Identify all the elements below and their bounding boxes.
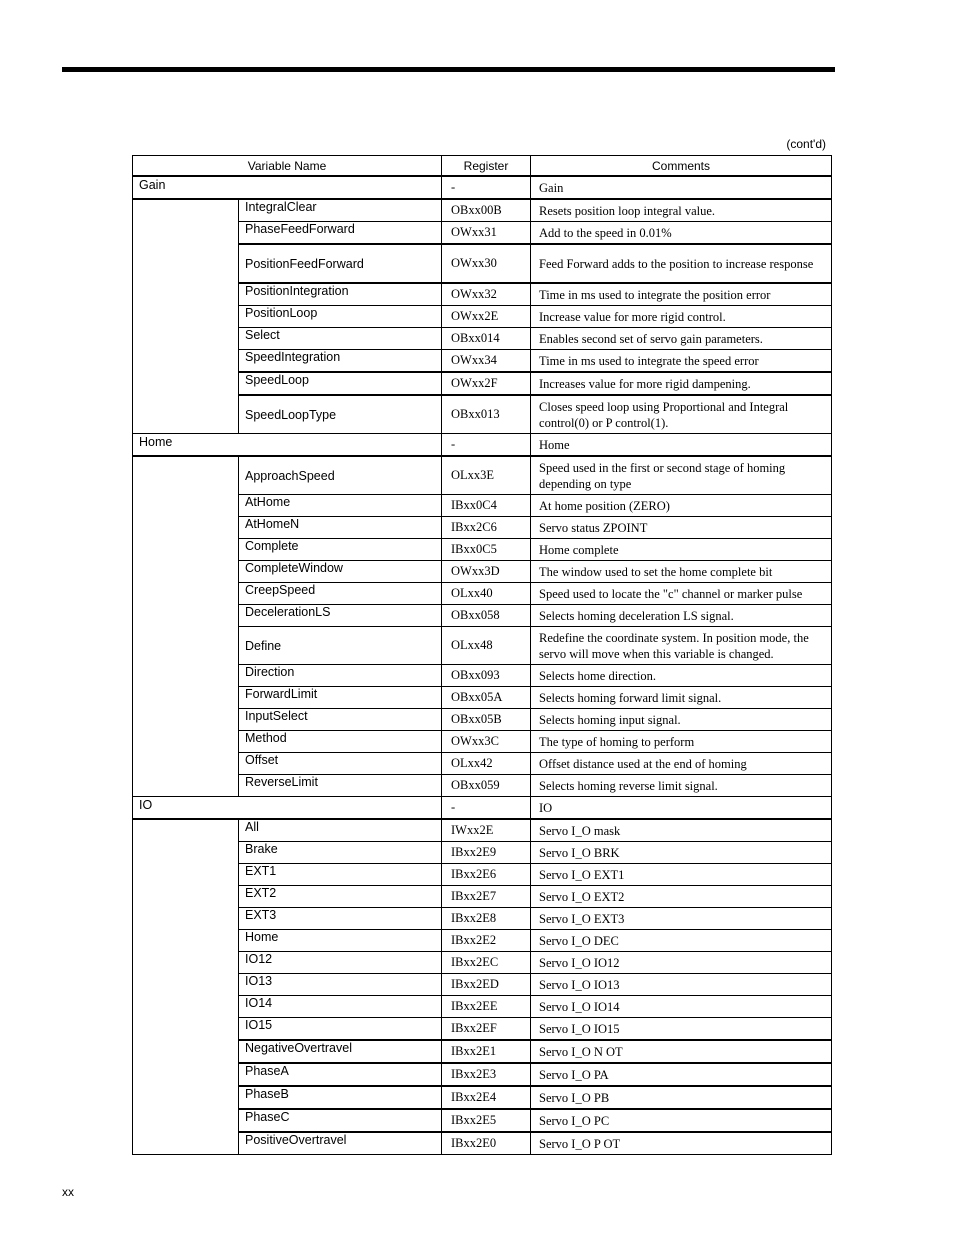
- member-comment: Increases value for more rigid dampening.: [531, 372, 832, 395]
- member-comment: Add to the speed in 0.01%: [531, 222, 832, 245]
- header-comments: Comments: [531, 156, 832, 177]
- member-register: IBxx2EE: [442, 996, 531, 1018]
- member-comment: Resets position loop integral value.: [531, 199, 832, 222]
- member-name: SpeedIntegration: [239, 350, 442, 373]
- member-name: AtHome: [239, 495, 442, 517]
- member-comment: Selects homing deceleration LS signal.: [531, 605, 832, 627]
- member-register: OBxx093: [442, 665, 531, 687]
- member-register: IBxx2C6: [442, 517, 531, 539]
- member-name: IO14: [239, 996, 442, 1018]
- member-name: PhaseC: [239, 1109, 442, 1132]
- member-comment: Servo I_O EXT1: [531, 864, 832, 886]
- group-name: Gain: [133, 176, 442, 199]
- member-name: All: [239, 819, 442, 842]
- member-register: OWxx32: [442, 283, 531, 306]
- member-name: EXT3: [239, 908, 442, 930]
- member-comment: Home complete: [531, 539, 832, 561]
- member-comment: Speed used to locate the "c" channel or marker pulse: [531, 583, 832, 605]
- member-register: OWxx3D: [442, 561, 531, 583]
- member-name: Brake: [239, 842, 442, 864]
- member-comment: Selects homing reverse limit signal.: [531, 775, 832, 797]
- top-rule: [62, 67, 835, 72]
- continued-label: (cont'd): [786, 137, 826, 151]
- member-comment: Enables second set of servo gain parameters.: [531, 328, 832, 350]
- member-name: EXT2: [239, 886, 442, 908]
- member-comment: Servo I_O PC: [531, 1109, 832, 1132]
- member-name: PositiveOvertravel: [239, 1132, 442, 1155]
- member-comment: Servo I_O EXT3: [531, 908, 832, 930]
- member-register: IBxx2E1: [442, 1040, 531, 1063]
- member-name: SpeedLoop: [239, 372, 442, 395]
- group-name: Home: [133, 434, 442, 457]
- member-comment: Feed Forward adds to the position to increase response: [531, 244, 832, 283]
- group-row: [133, 434, 832, 457]
- group-indent-cell: [133, 456, 239, 797]
- member-register: IBxx0C4: [442, 495, 531, 517]
- member-register: OLxx48: [442, 627, 531, 665]
- member-name: InputSelect: [239, 709, 442, 731]
- member-name: ReverseLimit: [239, 775, 442, 797]
- member-comment: Servo I_O IO12: [531, 952, 832, 974]
- member-comment: Servo I_O PB: [531, 1086, 832, 1109]
- member-register: OLxx42: [442, 753, 531, 775]
- table-body: [133, 176, 832, 1155]
- member-comment: Servo I_O EXT2: [531, 886, 832, 908]
- member-name: IntegralClear: [239, 199, 442, 222]
- member-register: OBxx014: [442, 328, 531, 350]
- member-name: PositionLoop: [239, 306, 442, 328]
- member-comment: Increase value for more rigid control.: [531, 306, 832, 328]
- member-name: Method: [239, 731, 442, 753]
- group-register: -: [442, 176, 531, 199]
- member-comment: Selects home direction.: [531, 665, 832, 687]
- group-register: -: [442, 434, 531, 457]
- member-comment: Redefine the coordinate system. In position mode, the servo will move when this variable is changed.: [531, 627, 832, 665]
- member-name: SpeedLoopType: [239, 395, 442, 434]
- group-name: IO: [133, 797, 442, 820]
- member-comment: Servo I_O DEC: [531, 930, 832, 952]
- member-name: Select: [239, 328, 442, 350]
- header-variable-name: Variable Name: [133, 156, 442, 177]
- member-comment: Servo I_O P OT: [531, 1132, 832, 1155]
- member-name: AtHomeN: [239, 517, 442, 539]
- member-register: IBxx2EC: [442, 952, 531, 974]
- member-name: Home: [239, 930, 442, 952]
- member-comment: Offset distance used at the end of homing: [531, 753, 832, 775]
- group-row: [133, 176, 832, 199]
- table-row: [133, 199, 832, 222]
- member-name: Direction: [239, 665, 442, 687]
- page-number: xx: [62, 1185, 74, 1199]
- member-name: CreepSpeed: [239, 583, 442, 605]
- member-register: OWxx2F: [442, 372, 531, 395]
- member-register: IBxx2E6: [442, 864, 531, 886]
- group-indent-cell: [133, 199, 239, 434]
- table-header-row: [133, 156, 832, 177]
- variable-register-table: [132, 155, 832, 1155]
- group-comment: Home: [531, 434, 832, 457]
- member-name: PositionIntegration: [239, 283, 442, 306]
- member-name: PhaseA: [239, 1063, 442, 1086]
- member-comment: Selects homing input signal.: [531, 709, 832, 731]
- member-comment: Servo status ZPOINT: [531, 517, 832, 539]
- member-register: OWxx30: [442, 244, 531, 283]
- header-register: Register: [442, 156, 531, 177]
- member-comment: Closes speed loop using Proportional and Integral control(0) or P control(1).: [531, 395, 832, 434]
- member-register: OBxx05B: [442, 709, 531, 731]
- member-name: ApproachSpeed: [239, 456, 442, 495]
- group-indent-cell: [133, 819, 239, 1155]
- member-register: IBxx2E3: [442, 1063, 531, 1086]
- member-register: IBxx2ED: [442, 974, 531, 996]
- member-name: Complete: [239, 539, 442, 561]
- member-name: CompleteWindow: [239, 561, 442, 583]
- member-comment: Servo I_O BRK: [531, 842, 832, 864]
- member-register: IBxx2E0: [442, 1132, 531, 1155]
- member-name: PhaseB: [239, 1086, 442, 1109]
- member-comment: Speed used in the first or second stage of homing depending on type: [531, 456, 832, 495]
- member-comment: The type of homing to perform: [531, 731, 832, 753]
- member-register: OBxx05A: [442, 687, 531, 709]
- member-register: IBxx2E7: [442, 886, 531, 908]
- member-register: IBxx2EF: [442, 1018, 531, 1041]
- member-name: IO12: [239, 952, 442, 974]
- member-name: NegativeOvertravel: [239, 1040, 442, 1063]
- member-comment: Servo I_O IO13: [531, 974, 832, 996]
- member-register: IBxx2E5: [442, 1109, 531, 1132]
- member-name: ForwardLimit: [239, 687, 442, 709]
- member-register: OBxx00B: [442, 199, 531, 222]
- table-row: [133, 456, 832, 495]
- member-name: IO15: [239, 1018, 442, 1041]
- member-comment: Time in ms used to integrate the speed error: [531, 350, 832, 373]
- member-comment: Servo I_O IO14: [531, 996, 832, 1018]
- member-comment: Servo I_O N OT: [531, 1040, 832, 1063]
- member-register: OBxx013: [442, 395, 531, 434]
- member-name: Offset: [239, 753, 442, 775]
- member-comment: At home position (ZERO): [531, 495, 832, 517]
- group-register: -: [442, 797, 531, 820]
- member-register: IBxx2E9: [442, 842, 531, 864]
- member-register: OWxx3C: [442, 731, 531, 753]
- member-register: OWxx31: [442, 222, 531, 245]
- member-comment: The window used to set the home complete bit: [531, 561, 832, 583]
- member-register: OWxx34: [442, 350, 531, 373]
- member-comment: Servo I_O mask: [531, 819, 832, 842]
- member-name: Define: [239, 627, 442, 665]
- member-name: DecelerationLS: [239, 605, 442, 627]
- table-row: [133, 819, 832, 842]
- member-register: OBxx059: [442, 775, 531, 797]
- member-name: PhaseFeedForward: [239, 222, 442, 245]
- member-comment: Servo I_O PA: [531, 1063, 832, 1086]
- member-register: IBxx2E4: [442, 1086, 531, 1109]
- group-comment: IO: [531, 797, 832, 820]
- member-register: IBxx2E8: [442, 908, 531, 930]
- member-name: IO13: [239, 974, 442, 996]
- member-comment: Time in ms used to integrate the position error: [531, 283, 832, 306]
- member-register: OBxx058: [442, 605, 531, 627]
- member-name: EXT1: [239, 864, 442, 886]
- group-comment: Gain: [531, 176, 832, 199]
- member-register: OWxx2E: [442, 306, 531, 328]
- member-register: IWxx2E: [442, 819, 531, 842]
- member-register: IBxx0C5: [442, 539, 531, 561]
- member-comment: Servo I_O IO15: [531, 1018, 832, 1041]
- member-register: OLxx3E: [442, 456, 531, 495]
- group-row: [133, 797, 832, 820]
- member-register: OLxx40: [442, 583, 531, 605]
- member-name: PositionFeedForward: [239, 244, 442, 283]
- member-register: IBxx2E2: [442, 930, 531, 952]
- member-comment: Selects homing forward limit signal.: [531, 687, 832, 709]
